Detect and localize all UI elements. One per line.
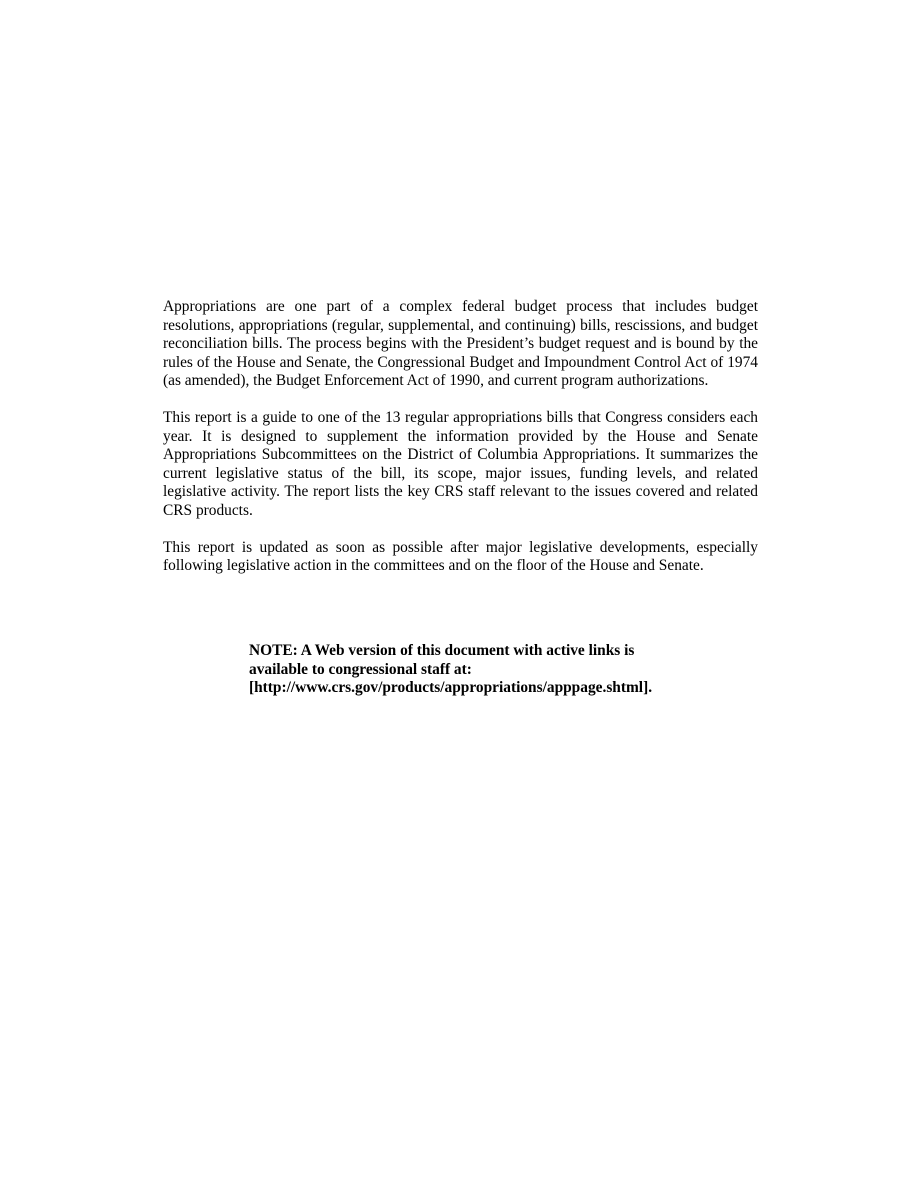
paragraph-budget-process: Appropriations are one part of a complex federal budget process that includes budget resolutions, appropriations (regular, supplemental, and continuing) bills, rescissions, and budget reconciliation bills. The process begins with the President’s budget request and is bound by the rules of the House and Senate, the Congressional Budget and Impoundment Control Act of 1974 (as amended), the Budget Enforcement Act of 1990, and current program authorizations. (163, 298, 758, 389)
note-line-1: NOTE: A Web version of this document with active links is (249, 642, 635, 659)
paragraph-update-policy: This report is updated as soon as possible after major legislative developments, especially following legislative action in the committees and on the floor of the House and Senate. (163, 538, 758, 574)
note-line-2: available to congressional staff at: (249, 660, 472, 678)
note-url: [http://www.crs.gov/products/appropriations/apppage.shtml]. (249, 679, 653, 696)
body-text (163, 298, 758, 576)
paragraph-report-guide: This report is a guide to one of the 13 regular appropriations bills that Congress considers each year. It is designed to supplement the information provided by the House and Senate Appropriations Subcommittees on the District of Columbia Appropriations. It summarizes the current legislative status of the bill, its scope, major issues, funding levels, and related legislative activity. The report lists the key CRS staff relevant to the issues covered and related CRS products. (163, 409, 758, 519)
web-version-note (249, 642, 689, 698)
